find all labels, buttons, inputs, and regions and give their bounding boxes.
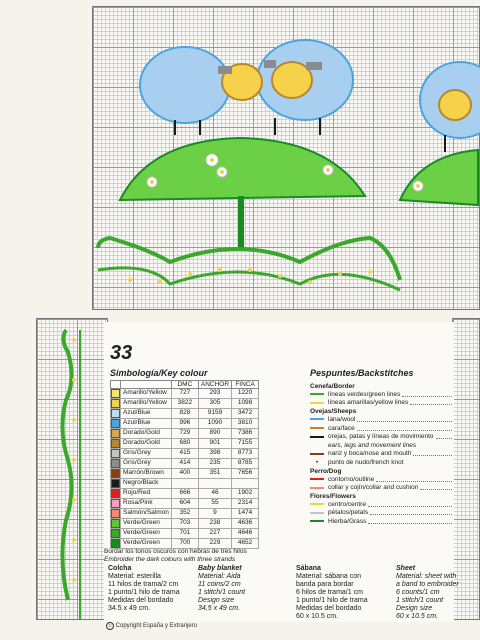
dmc-number: 3822 [171, 399, 198, 409]
copyright [106, 622, 197, 630]
finca-number: 1474 [232, 509, 259, 519]
stitch-line-icon [310, 503, 324, 505]
color-name: Amarillo/Yellow [121, 399, 172, 409]
backstitch-label: cara/face [328, 424, 355, 432]
color-name: Marrón/Brown [121, 469, 172, 479]
stitch-line-icon [310, 436, 324, 438]
key-row [111, 459, 259, 469]
anchor-number: 351 [198, 469, 231, 479]
backstitch-item [310, 509, 452, 518]
color-swatch [111, 529, 121, 539]
info-sabana [296, 565, 368, 621]
strand-note [104, 548, 247, 564]
key-title: Simbología/Key colour [110, 368, 208, 378]
key-row [111, 409, 259, 419]
info-line: 60 x 10.5 cm. [396, 613, 439, 620]
finca-number: 4636 [232, 519, 259, 529]
dmc-number: 604 [171, 499, 198, 509]
finca-number: 3472 [232, 409, 259, 419]
key-row [111, 449, 259, 459]
info-line: 1 stitch/1 count [198, 589, 246, 596]
backstitch-item [310, 450, 452, 459]
stitch-line-icon [310, 478, 324, 480]
finca-number: 1220 [232, 389, 259, 399]
color-name: Amarillo/Yellow [121, 389, 172, 399]
info-line: 11 hilos de trama/2 cm [108, 581, 179, 588]
info-line: 34,5 x 49 cm. [198, 605, 241, 612]
stitch-line-icon [310, 393, 324, 395]
color-swatch [111, 419, 121, 429]
finca-number: 7155 [232, 439, 259, 449]
leader-dots [420, 485, 452, 490]
key-row [111, 419, 259, 429]
finca-number: 4646 [232, 529, 259, 539]
info-title: Baby blanket [198, 565, 242, 572]
backstitch-label: collar y cojín/collar and cushion [328, 484, 419, 492]
backstitch-label: líneas verdes/green lines [328, 390, 401, 398]
finca-number: 2314 [232, 499, 259, 509]
info-line: 34.5 x 49 cm. [108, 605, 151, 612]
key-rows [111, 389, 259, 549]
color-name: Verde/Green [121, 539, 172, 549]
color-swatch [111, 459, 121, 469]
backstitch-label: pétalos/petals [328, 509, 369, 517]
backstitch-item [310, 517, 452, 526]
finca-number: 1098 [232, 399, 259, 409]
backstitch-label: centro/centre [328, 500, 366, 508]
anchor-number: 890 [198, 429, 231, 439]
backstitch-item [310, 390, 452, 399]
color-swatch [111, 519, 121, 529]
dmc-number: 996 [171, 419, 198, 429]
leader-dots [376, 477, 452, 482]
backstitch-label: lana/wool [328, 415, 356, 423]
color-name: Gris/Grey [121, 449, 172, 459]
finca-number: 7656 [232, 469, 259, 479]
dmc-number: 414 [171, 459, 198, 469]
color-name: Negro/Black [121, 479, 172, 489]
key-row [111, 499, 259, 509]
backstitch-group: Cenefa/Border [310, 383, 355, 390]
info-line: 1 stitch/1 count [396, 597, 444, 604]
key-row [111, 389, 259, 399]
backstitch-subtext [310, 441, 452, 450]
info-sheet [396, 565, 459, 621]
copyright-text: Copyright España y Extranjero [115, 623, 198, 629]
dmc-number: 703 [171, 519, 198, 529]
info-line: Material: sábana con [296, 573, 361, 580]
info-line: banda para bordar [296, 581, 354, 588]
info-title: Sheet [396, 565, 416, 572]
key-row [111, 479, 259, 489]
info-line: 6 hilos de trama/1 cm [296, 589, 363, 596]
color-swatch [111, 449, 121, 459]
color-swatch [111, 399, 121, 409]
pattern-number: 33 [110, 342, 133, 364]
col-finca: FINCA [232, 381, 259, 389]
info-line: Medidas del bordado [108, 597, 174, 604]
info-line: 6 counts/1 cm [396, 589, 440, 596]
dmc-number: 666 [171, 489, 198, 499]
color-name: Azul/Blue [121, 409, 172, 419]
info-title: Sábana [296, 565, 321, 572]
leader-dots [357, 426, 452, 431]
col-anchor: ANCHOR [198, 381, 231, 389]
anchor-number: 238 [198, 519, 231, 529]
color-swatch [111, 429, 121, 439]
color-name: Salmón/Salmon [121, 509, 172, 519]
backstitch-label: orejas, patas y líneas de movimiento [328, 433, 434, 441]
dmc-number: 700 [171, 539, 198, 549]
leader-dots [368, 502, 452, 507]
dmc-number: 729 [171, 429, 198, 439]
backstitch-label: punto de nudo/french knot [328, 458, 404, 466]
color-name: Rosa/Pink [121, 499, 172, 509]
backstitch-label: ears, legs and movement lines [328, 441, 417, 449]
color-name: Verde/Green [121, 519, 172, 529]
info-line: 1 punto/1 hilo de trama [296, 597, 368, 604]
stitch-line-icon [310, 427, 324, 429]
anchor-number: 55 [198, 499, 231, 509]
backstitch-item [310, 483, 452, 492]
color-swatch [111, 409, 121, 419]
info-line: Design size [396, 605, 433, 612]
backstitch-knot [310, 458, 452, 467]
stitch-line-icon [310, 453, 324, 455]
color-name: Gris/Grey [121, 459, 172, 469]
finca-number: 1902 [232, 489, 259, 499]
dmc-number: 828 [171, 409, 198, 419]
anchor-number: 9159 [198, 409, 231, 419]
vertical-border [62, 330, 71, 600]
dmc-number: 727 [171, 389, 198, 399]
stitch-line-icon [310, 402, 324, 404]
key-row [111, 439, 259, 449]
color-swatch [111, 389, 121, 399]
info-colcha [108, 565, 180, 613]
key-row [111, 429, 259, 439]
col-dmc: DMC [171, 381, 198, 389]
color-name: Dorado/Gold [121, 439, 172, 449]
backstitch-list [310, 382, 452, 526]
stitch-line-icon [310, 418, 324, 420]
info-line: a band to embroider [396, 581, 459, 588]
backstitch-group: Ovejas/Sheeps [310, 408, 357, 416]
info-line: Material: sheet with [396, 573, 457, 580]
color-name: Azul/Blue [121, 419, 172, 429]
color-name: Rojo/Red [121, 489, 172, 499]
finca-number: 8773 [232, 449, 259, 459]
info-line: Medidas del bordado [296, 605, 362, 612]
dmc-number: 415 [171, 449, 198, 459]
backstitch-item [310, 399, 452, 408]
key-row [111, 399, 259, 409]
color-key-table [110, 380, 259, 549]
info-line: Design size [198, 597, 235, 604]
finca-number: 8785 [232, 459, 259, 469]
leader-dots [357, 417, 452, 422]
anchor-number: 9 [198, 509, 231, 519]
copyright-icon: © [106, 622, 114, 630]
dmc-number: 680 [171, 439, 198, 449]
leader-dots [436, 434, 453, 439]
dmc-number: 701 [171, 529, 198, 539]
backstitch-item [310, 424, 452, 433]
dmc-number: 400 [171, 469, 198, 479]
info-line: 1 punto/1 hilo de trama [108, 589, 180, 596]
info-title: Colcha [108, 565, 132, 572]
finca-number: 4652 [232, 539, 259, 549]
backstitch-label: líneas amarillas/yellow lines [328, 399, 409, 407]
backstitch-group: Flores/Flowers [310, 492, 356, 500]
color-swatch [111, 539, 121, 549]
color-name: Dorado/Gold [121, 429, 172, 439]
anchor-number: 293 [198, 389, 231, 399]
key-row [111, 509, 259, 519]
leader-dots [413, 451, 452, 456]
info-line: 60 x 10.5 cm. [296, 613, 339, 620]
backstitch-label: nariz y boca/nose and mouth [328, 450, 412, 458]
color-swatch [111, 509, 121, 519]
leader-dots [368, 519, 452, 524]
anchor-number [198, 479, 231, 489]
backstitch-group: Perro/Dog [310, 467, 342, 475]
stitch-line-icon [310, 487, 324, 489]
finca-number: 3810 [232, 419, 259, 429]
anchor-number: 901 [198, 439, 231, 449]
backstitch-title: Pespuntes/Backstitches [310, 368, 414, 378]
leader-dots [410, 400, 452, 405]
stitch-line-icon [310, 520, 324, 522]
key-row [111, 469, 259, 479]
backstitch-item [310, 415, 452, 424]
color-swatch [111, 499, 121, 509]
backstitch-item [310, 475, 452, 484]
color-swatch [111, 469, 121, 479]
strand-note-es: Bordar los tonos oscuros con hebras de tres hilos [104, 548, 247, 555]
color-swatch [111, 489, 121, 499]
anchor-number: 235 [198, 459, 231, 469]
finca-number: 7386 [232, 429, 259, 439]
key-row [111, 519, 259, 529]
anchor-number: 229 [198, 539, 231, 549]
backstitch-item [310, 500, 452, 509]
key-header-row [111, 381, 259, 389]
leader-dots [370, 510, 452, 515]
color-name: Verde/Green [121, 529, 172, 539]
anchor-number: 227 [198, 529, 231, 539]
info-line: 11 coins/2 cm [198, 581, 241, 588]
key-row [111, 529, 259, 539]
strand-note-en: Embroider the dark colours with three strands [104, 556, 236, 563]
anchor-number: 398 [198, 449, 231, 459]
leader-dots [402, 392, 452, 397]
anchor-number: 1090 [198, 419, 231, 429]
anchor-number: 46 [198, 489, 231, 499]
stitch-line-icon [310, 512, 324, 514]
backstitch-label: contorno/outline [328, 475, 375, 483]
finca-number [232, 479, 259, 489]
color-swatch [111, 439, 121, 449]
info-baby-blanket [198, 565, 245, 613]
backstitch-label: Hierba/Grass [328, 517, 367, 525]
backstitch-item [310, 432, 452, 441]
info-line: Material: esterilla [108, 573, 161, 580]
info-line: Material: Aida [198, 573, 241, 580]
anchor-number: 305 [198, 399, 231, 409]
color-swatch [111, 479, 121, 489]
dmc-number [171, 479, 198, 489]
key-row [111, 539, 259, 549]
dmc-number: 352 [171, 509, 198, 519]
key-row [111, 489, 259, 499]
french-knot-icon: • [315, 458, 319, 466]
